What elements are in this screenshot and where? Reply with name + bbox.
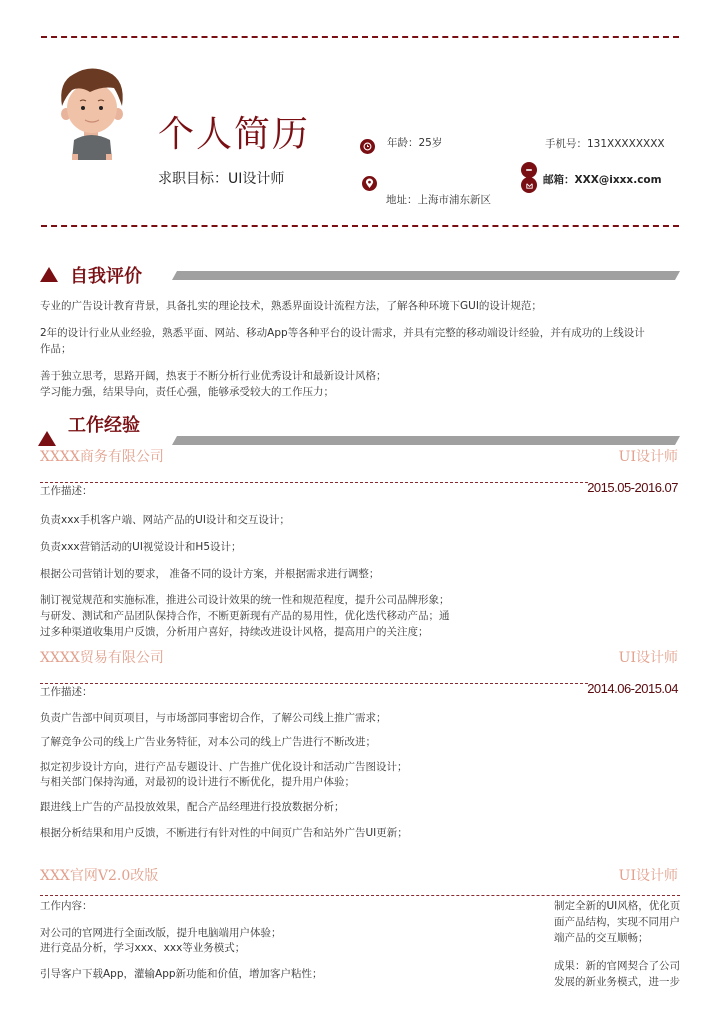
avatar: [56, 64, 128, 160]
age-value: 年龄：25岁: [387, 137, 443, 149]
address-value: 地址：上海市浦东新区: [386, 194, 491, 206]
job-line: 进行竞品分析，学习xxx、xxx等业务模式；: [40, 942, 246, 954]
job-content-label: 工作内容：: [40, 900, 93, 912]
job-role: UI设计师: [618, 449, 678, 465]
company-name: XXX官网V2.0改版: [40, 868, 159, 884]
phone-icon: [521, 162, 537, 178]
job-objective: 求职目标：UI设计师: [158, 171, 285, 187]
job-divider: [40, 683, 588, 684]
job-line: 过多种渠道收集用户反馈，分析用户喜好，持续改进设计风格，提高用户的关注度；: [40, 626, 429, 638]
location-pin-icon: [362, 176, 377, 191]
job-line: 根据公司营销计划的要求， 准备不同的设计方案，并根据需求进行调整；: [40, 568, 380, 580]
job-line: 与研发、测试和产品团队保持合作，不断更新现有产品的易用性，优化迭代移动产品；通: [40, 610, 450, 622]
job-side-line: 端产品的交互顺畅；: [554, 932, 649, 944]
header-bottom-divider: [41, 225, 679, 227]
job-desc-label: 工作描述：: [40, 686, 93, 698]
section-bar: [172, 271, 680, 280]
clock-icon: [360, 139, 375, 154]
job-date: 2014.06-2015.04: [587, 681, 678, 696]
page-title: 个人简历: [158, 114, 311, 155]
section-marker-icon: [38, 431, 56, 446]
job-divider: [40, 895, 680, 896]
job-line: 了解竞争公司的线上广告业务特征，对本公司的线上广告进行不断改进；: [40, 736, 376, 748]
job-line: 跟进线上广告的产品投放效果，配合产品经理进行投放数据分析；: [40, 801, 345, 813]
mail-icon: [521, 177, 537, 193]
section-bar: [172, 436, 680, 445]
job-role: UI设计师: [618, 868, 678, 884]
job-desc-label: 工作描述：: [40, 485, 93, 497]
job-line: 制订视觉规范和实施标准，推进公司设计效果的统一性和规范程度，提升公司品牌形象；: [40, 594, 450, 606]
company-name: XXXX贸易有限公司: [40, 650, 164, 666]
job-role: UI设计师: [618, 650, 678, 666]
self-eval-line: 善于独立思考，思路开阔，热衷于不断分析行业优秀设计和最新设计风格；: [40, 370, 387, 382]
job-side-line: 成果：新的官网契合了公司: [554, 960, 680, 972]
email-value: 邮箱：XXX@ixxx.com: [543, 174, 662, 186]
job-line: 与相关部门保持沟通，对最初的设计进行不断优化，提升用户体验；: [40, 776, 355, 788]
self-eval-line: 作品；: [40, 343, 72, 355]
company-name: XXXX商务有限公司: [40, 449, 164, 465]
section-marker-icon: [40, 267, 58, 282]
job-line: 对公司的官网进行全面改版，提升电脑端用户体验；: [40, 927, 282, 939]
job-line: 负责xxx手机客户端、网站产品的UI设计和交互设计；: [40, 514, 290, 526]
self-eval-line: 2年的设计行业从业经验，熟悉平面、网站、移动App等各种平台的设计需求，并具有完整的移动端设计经验，并有成功的上线设计: [40, 327, 645, 339]
avatar-illustration-icon: [56, 64, 128, 160]
header-top-divider: [41, 36, 679, 38]
job-line: 负责广告部中间页项目，与市场部同事密切合作，了解公司线上推广需求；: [40, 712, 387, 724]
job-line: 拟定初步设计方向，进行产品专题设计、广告推广优化设计和活动广告图设计；: [40, 761, 408, 773]
job-line: 引导客户下载App，灌输App新功能和价值，增加客户粘性；: [40, 968, 323, 980]
self-eval-line: 专业的广告设计教育背景，具备扎实的理论技术，熟悉界面设计流程方法，了解各种环境下GUI的设计规范；: [40, 300, 542, 312]
job-side-line: 制定全新的UI风格，优化页: [554, 900, 681, 912]
job-line: 负责xxx营销活动的UI视觉设计和H5设计；: [40, 541, 242, 553]
section-title-work-experience: 工作经验: [68, 415, 140, 436]
phone-value: 手机号：131XXXXXXXX: [545, 138, 665, 150]
job-side-line: 发展的新业务模式，进一步: [554, 976, 680, 988]
section-title-self-evaluation: 自我评价: [70, 266, 142, 287]
job-date: 2015.05-2016.07: [587, 480, 678, 495]
job-side-line: 面产品结构，实现不同用户: [554, 916, 680, 928]
job-line: 根据分析结果和用户反馈，不断进行有针对性的中间页广告和站外广告UI更新；: [40, 827, 408, 839]
job-divider: [40, 482, 588, 483]
self-eval-line: 学习能力强，结果导向，责任心强，能够承受较大的工作压力；: [40, 386, 334, 398]
